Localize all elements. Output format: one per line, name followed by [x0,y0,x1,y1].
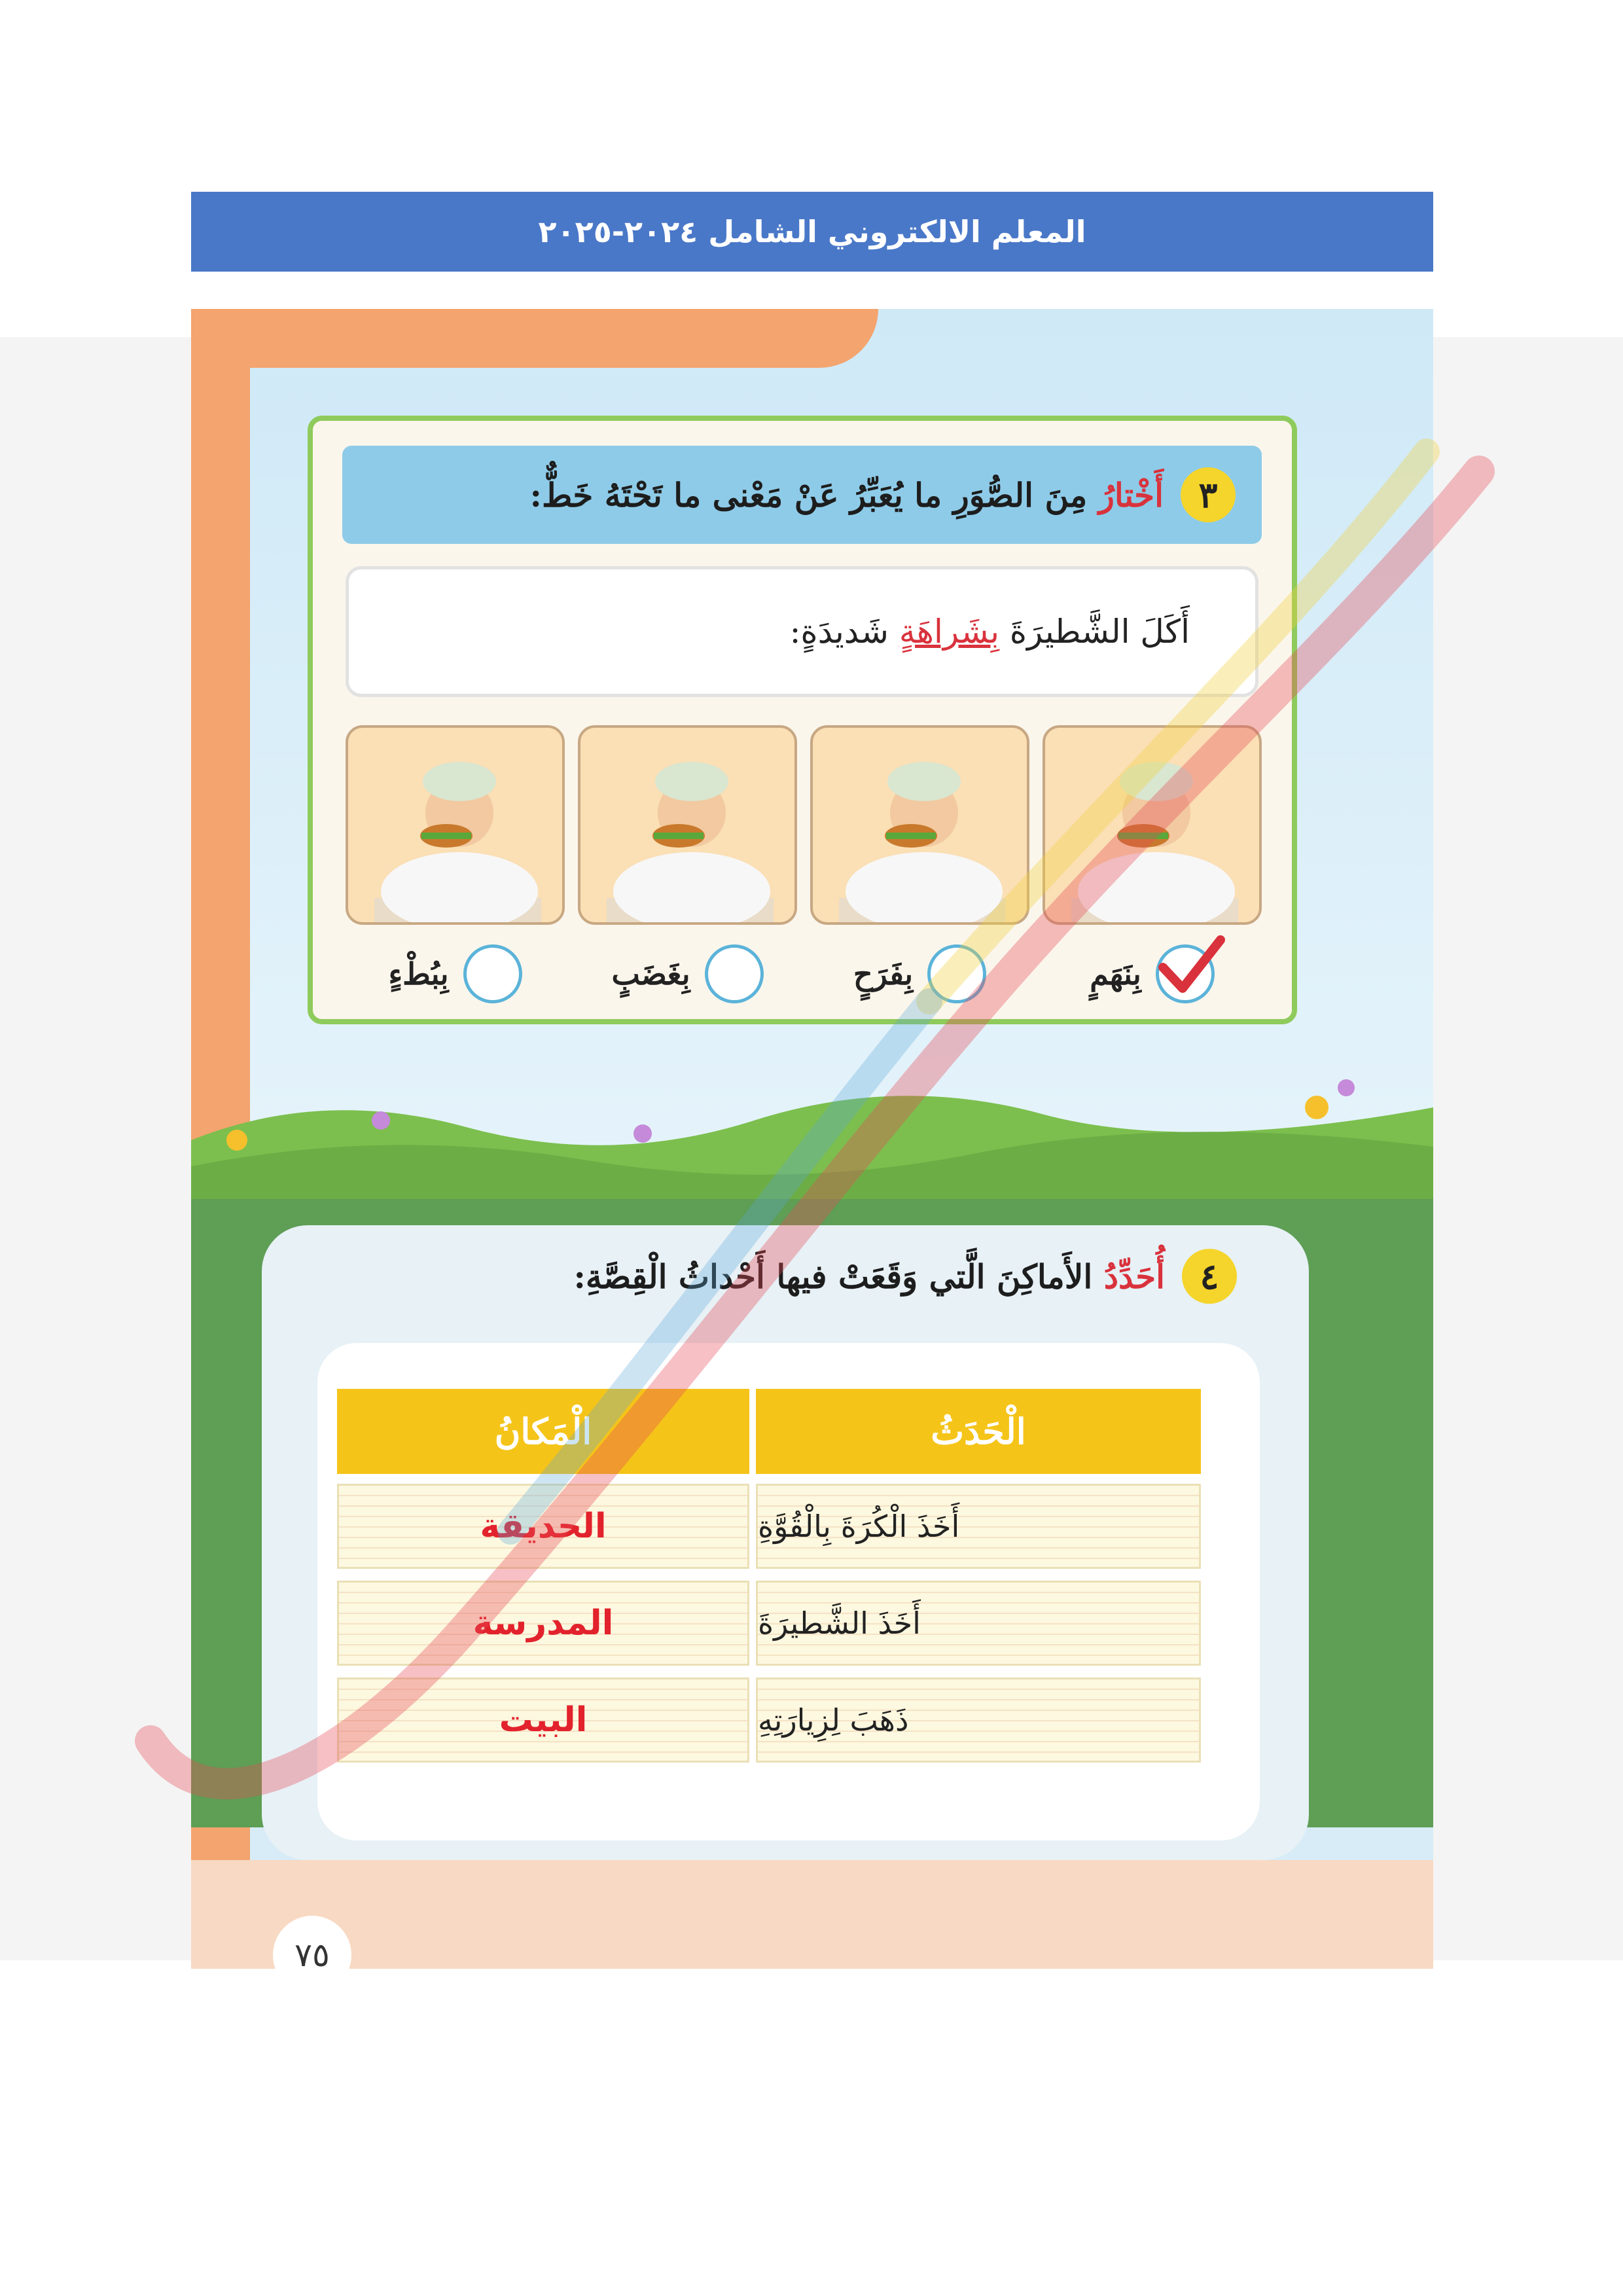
event-cell-1: أَخَذَ الْكُرَةَ بِالْقُوَّةِ [756,1484,1201,1569]
page-footer [191,1860,1433,1969]
textbook-page [191,309,1433,1969]
place-cell-1[interactable]: الحديقة [337,1484,749,1569]
page-number: ٧٥ [273,1916,351,1969]
option-4[interactable] [346,938,565,1010]
sentence-start: أَكَلَ الشَّطيرَةَ [1009,613,1190,651]
checkmark-icon [1155,928,1227,1000]
question-3-number: ٣ [1181,467,1236,522]
option-1-label: بِنَهَمٍ [1090,956,1141,992]
question-4-panel [262,1225,1309,1860]
header-event: الْحَدَثُ [756,1389,1201,1474]
header-banner [191,192,1433,272]
option-4-radio[interactable] [463,944,522,1003]
banner-title: المعلم الالكتروني الشامل ٢٠٢٤-٢٠٢٥ [538,214,1086,249]
picture-boy-eating-3[interactable] [578,725,797,925]
option-3-radio[interactable] [705,944,764,1003]
place-cell-2[interactable]: المدرسة [337,1581,749,1666]
question-4-text [573,1257,1165,1296]
option-1[interactable] [1043,938,1262,1010]
option-1-radio[interactable] [1156,944,1215,1003]
question-4-header [573,1249,1237,1304]
question-3-panel [308,416,1297,1024]
event-cell-3: ذَهَبَ لِزِيارَتِهِ [756,1677,1201,1763]
places-table [317,1343,1260,1840]
sentence-highlight: بِشَراهَةٍ [899,613,1000,651]
question-4-prompt: الأَماكِنَ الَّتي وَقَعَتْ فيها أَحْداثُ الْقِصَّةِ: [573,1257,1093,1296]
question-3-keyword: أَخْتارُ [1098,475,1164,514]
option-3-label: بِغَضَبٍ [611,956,690,992]
question-3-prompt: مِنَ الصُّوَرِ ما يُعَبِّرُ عَنْ مَعْنى ما تَحْتَهُ خَطٌّ: [529,475,1088,514]
question-4-keyword: أُحَدِّدُ [1103,1257,1165,1296]
answer-options [346,938,1262,1010]
question-4-number: ٤ [1182,1249,1237,1304]
meadow-illustration [191,1062,1433,1199]
boy-eating-illustration [580,728,797,925]
picture-boy-eating-4[interactable] [346,725,565,925]
option-3[interactable] [578,938,797,1010]
boy-eating-illustration [813,728,1029,925]
option-4-label: بِبُطْءٍ [388,956,449,992]
sentence-end: شَديدَةٍ: [789,613,889,651]
picture-row [346,725,1262,925]
option-2-radio[interactable] [927,944,986,1003]
orange-corner [191,309,878,368]
picture-boy-eating-1[interactable] [1043,725,1262,925]
header-place: الْمَكانُ [337,1389,749,1474]
boy-eating-illustration [1045,728,1262,925]
event-cell-2: أَخَذَ الشَّطيرَةَ [756,1581,1201,1666]
target-sentence [346,566,1258,697]
option-2[interactable] [810,938,1029,1010]
picture-boy-eating-2[interactable] [810,725,1029,925]
place-cell-3[interactable]: البيت [337,1677,749,1763]
question-3-text [530,476,1164,514]
option-2-label: بِفَرَحٍ [853,956,914,992]
question-3-header [342,446,1262,544]
boy-eating-illustration [348,728,565,925]
